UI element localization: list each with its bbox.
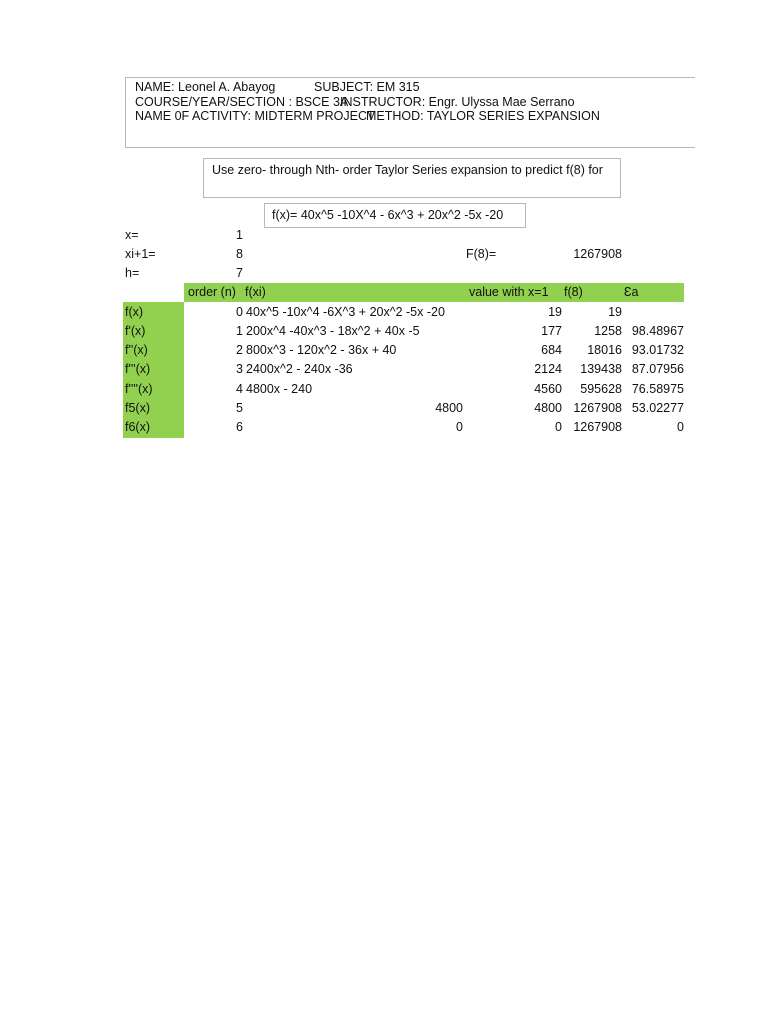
row-order: 3 (236, 362, 243, 376)
row-expression: 2400x^2 - 240x -36 (246, 362, 353, 376)
row-value: 19 (548, 305, 562, 319)
row-f8: 1267908 (573, 401, 622, 415)
row-f8: 595628 (580, 382, 622, 396)
instructor: INSTRUCTOR: Engr. Ulyssa Mae Serrano (340, 95, 575, 109)
xi1-label: xi+1= (125, 247, 156, 261)
subject: SUBJECT: EM 315 (314, 80, 420, 94)
h-label: h= (125, 266, 140, 280)
x-label: x= (125, 228, 139, 242)
row-f8: 18016 (587, 343, 622, 357)
row-expression: 40x^5 -10x^4 -6X^3 + 20x^2 -5x -20 (246, 305, 445, 319)
problem-box (203, 158, 621, 198)
f8-label: F(8)= (466, 247, 497, 261)
row-order: 2 (236, 343, 243, 357)
row-f8: 139438 (580, 362, 622, 376)
row-label: f(x) (125, 305, 144, 319)
row-value: 2124 (534, 362, 562, 376)
header-order: order (n) (188, 285, 236, 299)
xi1-value: 8 (236, 247, 243, 261)
row-f8: 1258 (594, 324, 622, 338)
method: METHOD: TAYLOR SERIES EXPANSION (366, 109, 600, 123)
header-ea: Ɛa (624, 285, 639, 299)
row-expression: 4800x - 240 (246, 382, 313, 396)
row-f8: 19 (608, 305, 622, 319)
student-name: NAME: Leonel A. Abayog (135, 80, 276, 94)
row-expression: 800x^3 - 120x^2 - 36x + 40 (246, 343, 397, 357)
row-constant: 0 (456, 420, 463, 434)
row-expression: 200x^4 -40x^3 - 18x^2 + 40x -5 (246, 324, 420, 338)
x-value: 1 (236, 228, 243, 242)
row-value: 4800 (534, 401, 562, 415)
row-order: 4 (236, 382, 243, 396)
h-value: 7 (236, 266, 243, 280)
function-expression: f(x)= 40x^5 -10X^4 - 6x^3 + 20x^2 -5x -20 (272, 208, 504, 222)
header-value: value with x=1 (469, 285, 549, 299)
row-label: f'''(x) (125, 362, 151, 376)
row-f8: 1267908 (573, 420, 622, 434)
row-ea: 0 (677, 420, 684, 434)
header-f8: f(8) (564, 285, 583, 299)
row-value: 0 (555, 420, 562, 434)
info-box (125, 77, 695, 148)
course-section: COURSE/YEAR/SECTION : BSCE 3A (135, 95, 349, 109)
row-value: 4560 (534, 382, 562, 396)
row-label: f'(x) (125, 324, 146, 338)
row-ea: 93.01732 (631, 343, 684, 357)
row-order: 0 (236, 305, 243, 319)
row-order: 6 (236, 420, 243, 434)
header-fxi: f(xi) (245, 285, 266, 299)
row-order: 5 (236, 401, 243, 415)
row-label: f''''(x) (125, 382, 153, 396)
row-ea: 76.58975 (631, 382, 684, 396)
row-ea: 98.48967 (631, 324, 684, 338)
function-box (264, 203, 526, 228)
row-value: 684 (541, 343, 562, 357)
row-label: f5(x) (125, 401, 150, 415)
row-constant: 4800 (435, 401, 463, 415)
row-order: 1 (236, 324, 243, 338)
row-label: f''(x) (125, 343, 148, 357)
row-ea: 53.02277 (631, 401, 684, 415)
row-ea: 87.07956 (631, 362, 684, 376)
row-value: 177 (541, 324, 562, 338)
f8-value: 1267908 (573, 247, 622, 261)
row-label: f6(x) (125, 420, 150, 434)
activity-name: NAME 0F ACTIVITY: MIDTERM PROJECT (135, 109, 375, 123)
problem-statement: Use zero- through Nth- order Taylor Series expansion to predict f(8) for (212, 163, 603, 177)
